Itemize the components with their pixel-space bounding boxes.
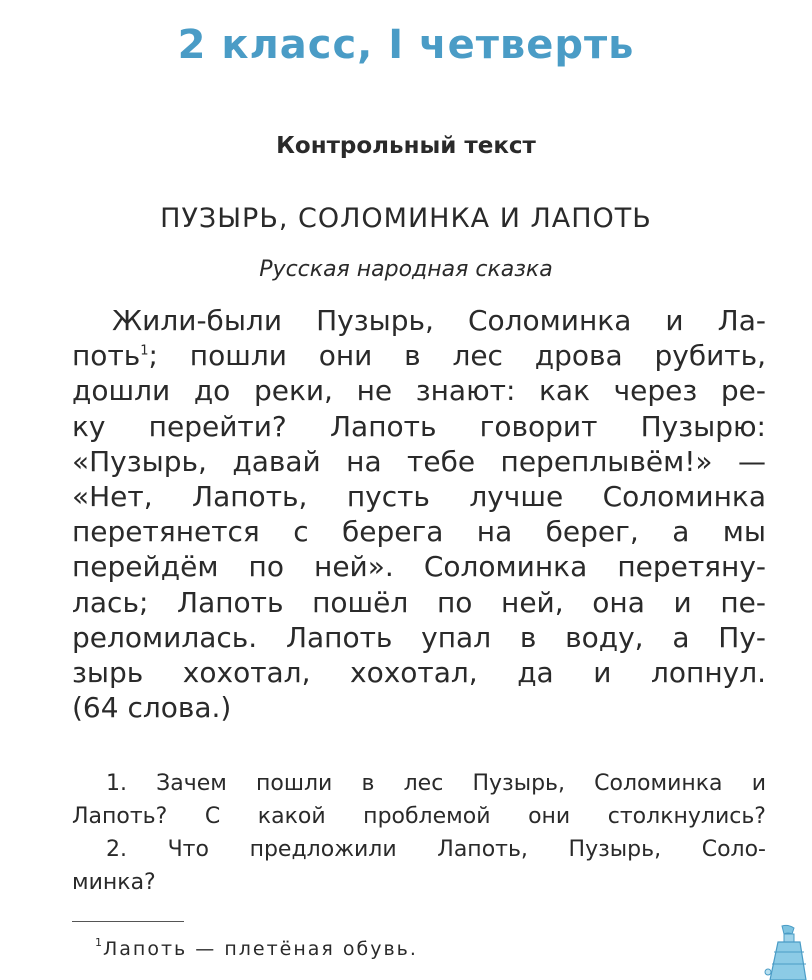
question-line: минка? [72, 870, 156, 895]
story-line: реломилась. Лапоть упал в воду, а Пу- [72, 620, 766, 654]
footnote-divider [72, 921, 184, 922]
story-line: «Пузырь, давай на тебе переплывём!» — [72, 444, 766, 478]
footnote [95, 936, 418, 960]
story-line: зырь хохотал, хохотал, да и лопнул. [72, 655, 766, 689]
story-line-part: ; пошли они в лес дрова рубить, [148, 339, 766, 373]
story-text [72, 303, 766, 725]
word-count: (64 слова.) [72, 691, 232, 725]
story-line-part: поть [72, 339, 141, 373]
question-line: 1. Зачем пошли в лес Пузырь, Соломинка и [106, 771, 766, 796]
footnote-text: Лапоть — плетёная обувь. [103, 938, 418, 960]
decorative-corner-icon [760, 922, 812, 980]
footnote-mark: 1 [95, 936, 102, 949]
question-line: 2. Что предложили Лапоть, Пузырь, Соло- [106, 837, 766, 862]
story-line: лась; Лапоть пошёл по ней, она и пе- [72, 585, 766, 619]
story-line: ку перейти? Лапоть говорит Пузырю: [72, 409, 766, 443]
questions-list [72, 767, 766, 899]
question-line: Лапоть? С какой проблемой они столкнулись? [72, 804, 766, 829]
story-line: перетянется с берега на берег, а мы [72, 515, 766, 549]
footnote-reference: 1 [140, 343, 149, 359]
story-line [72, 338, 766, 373]
story-line: Жили-были Пузырь, Соломинка и Ла- [112, 304, 766, 337]
section-title: Контрольный текст [276, 133, 536, 159]
story-line: дошли до реки, не знают: как через ре- [72, 374, 766, 408]
story-line: «Нет, Лапоть, пусть лучше Соломинка [72, 479, 766, 513]
story-line: перейдём по ней». Соломинка перетяну- [72, 550, 766, 584]
page-title: 2 класс, I четверть [177, 22, 635, 68]
story-subtitle: Русская народная сказка [259, 257, 553, 282]
story-title: ПУЗЫРЬ, СОЛОМИНКА И ЛАПОТЬ [160, 203, 652, 234]
